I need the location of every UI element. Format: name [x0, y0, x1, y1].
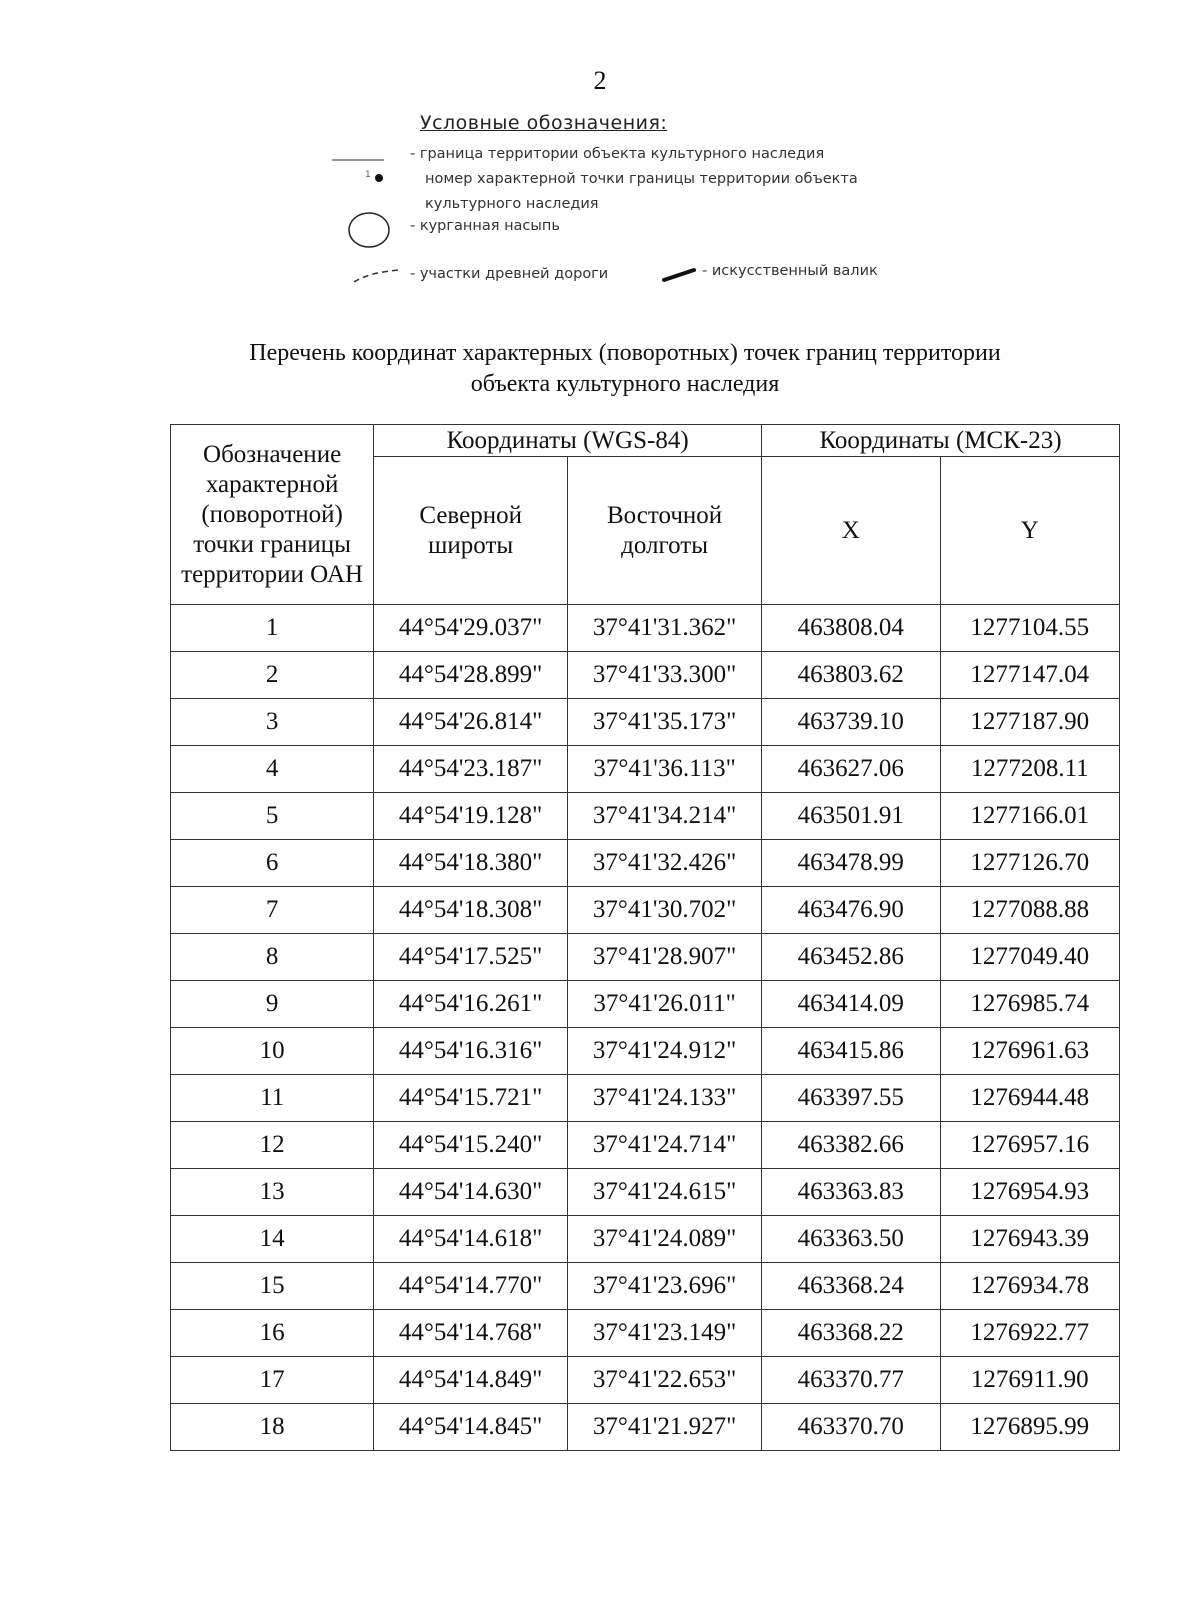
table-row — [171, 605, 1120, 652]
cell-longitude: 37°41'23.149" — [568, 1310, 762, 1357]
cell-point-number: 17 — [171, 1357, 374, 1404]
cell-longitude: 37°41'30.702" — [568, 887, 762, 934]
cell-latitude: 44°54'14.618" — [374, 1216, 568, 1263]
cell-latitude: 44°54'14.768" — [374, 1310, 568, 1357]
cell-x: 463370.70 — [762, 1404, 940, 1451]
cell-x: 463363.50 — [762, 1216, 940, 1263]
cell-latitude: 44°54'15.721" — [374, 1075, 568, 1122]
cell-longitude: 37°41'24.912" — [568, 1028, 762, 1075]
cell-longitude: 37°41'35.173" — [568, 699, 762, 746]
legend-boundary-label: - граница территории объекта культурного наследия — [410, 146, 825, 162]
cell-y: 1277104.55 — [940, 605, 1120, 652]
table-row — [171, 652, 1120, 699]
ancient-road-icon — [350, 262, 406, 286]
table-row — [171, 1122, 1120, 1169]
table-row — [171, 934, 1120, 981]
barrow-circle-icon — [345, 210, 395, 250]
table-row — [171, 1075, 1120, 1122]
table-row — [171, 1216, 1120, 1263]
cell-y: 1276895.99 — [940, 1404, 1120, 1451]
cell-x: 463414.09 — [762, 981, 940, 1028]
cell-latitude: 44°54'18.380" — [374, 840, 568, 887]
header-group-wgs84: Координаты (WGS-84) — [374, 425, 762, 457]
cell-y: 1277126.70 — [940, 840, 1120, 887]
header-x: X — [762, 457, 940, 605]
cell-point-number: 2 — [171, 652, 374, 699]
table-row — [171, 981, 1120, 1028]
cell-y: 1276961.63 — [940, 1028, 1120, 1075]
cell-longitude: 37°41'24.714" — [568, 1122, 762, 1169]
cell-x: 463803.62 — [762, 652, 940, 699]
page-number: 2 — [593, 66, 607, 95]
legend-barrow-label: - курганная насыпь — [410, 218, 560, 234]
coordinates-table — [170, 424, 1120, 1451]
cell-point-number: 9 — [171, 981, 374, 1028]
cell-point-number: 3 — [171, 699, 374, 746]
cell-y: 1277208.11 — [940, 746, 1120, 793]
table-row — [171, 746, 1120, 793]
header-y: Y — [940, 457, 1120, 605]
table-row — [171, 699, 1120, 746]
cell-longitude: 37°41'21.927" — [568, 1404, 762, 1451]
cell-latitude: 44°54'16.261" — [374, 981, 568, 1028]
table-row — [171, 1263, 1120, 1310]
cell-latitude: 44°54'14.630" — [374, 1169, 568, 1216]
cell-latitude: 44°54'18.308" — [374, 887, 568, 934]
cell-point-number: 7 — [171, 887, 374, 934]
cell-longitude: 37°41'24.089" — [568, 1216, 762, 1263]
point-number-icon — [365, 170, 395, 190]
cell-longitude: 37°41'26.011" — [568, 981, 762, 1028]
cell-y: 1277166.01 — [940, 793, 1120, 840]
cell-latitude: 44°54'28.899" — [374, 652, 568, 699]
cell-x: 463501.91 — [762, 793, 940, 840]
header-point-designation: Обозначение характерной (поворотной) точки границы территории ОАН — [171, 425, 374, 605]
cell-longitude: 37°41'22.653" — [568, 1357, 762, 1404]
cell-point-number: 12 — [171, 1122, 374, 1169]
cell-point-number: 18 — [171, 1404, 374, 1451]
document-title — [150, 338, 1100, 400]
cell-longitude: 37°41'23.696" — [568, 1263, 762, 1310]
legend-embankment-label: - искусственный валик — [702, 263, 878, 279]
cell-point-number: 15 — [171, 1263, 374, 1310]
cell-longitude: 37°41'31.362" — [568, 605, 762, 652]
point-number-symbol: 1 — [365, 170, 371, 180]
cell-y: 1276943.39 — [940, 1216, 1120, 1263]
cell-point-number: 14 — [171, 1216, 374, 1263]
cell-point-number: 1 — [171, 605, 374, 652]
header-group-msk23: Координаты (МСК-23) — [762, 425, 1120, 457]
cell-longitude: 37°41'33.300" — [568, 652, 762, 699]
cell-longitude: 37°41'34.214" — [568, 793, 762, 840]
cell-point-number: 6 — [171, 840, 374, 887]
legend-point-label-cont: культурного наследия — [425, 196, 599, 212]
cell-latitude: 44°54'15.240" — [374, 1122, 568, 1169]
cell-x: 463415.86 — [762, 1028, 940, 1075]
header-longitude: Восточной долготы — [568, 457, 762, 605]
header-latitude: Северной широты — [374, 457, 568, 605]
cell-y: 1277088.88 — [940, 887, 1120, 934]
cell-latitude: 44°54'14.845" — [374, 1404, 568, 1451]
cell-x: 463370.77 — [762, 1357, 940, 1404]
cell-latitude: 44°54'29.037" — [374, 605, 568, 652]
cell-latitude: 44°54'19.128" — [374, 793, 568, 840]
table-row — [171, 887, 1120, 934]
table-row — [171, 840, 1120, 887]
table-row — [171, 1310, 1120, 1357]
cell-y: 1277049.40 — [940, 934, 1120, 981]
table-row — [171, 793, 1120, 840]
cell-y: 1276922.77 — [940, 1310, 1120, 1357]
cell-x: 463808.04 — [762, 605, 940, 652]
table-row — [171, 1404, 1120, 1451]
document-title-line2: объекта культурного наследия — [470, 371, 780, 397]
cell-x: 463382.66 — [762, 1122, 940, 1169]
table-row — [171, 1357, 1120, 1404]
cell-point-number: 8 — [171, 934, 374, 981]
table-row — [171, 1028, 1120, 1075]
legend-road-label: - участки древней дороги — [410, 266, 609, 282]
boundary-line-icon — [330, 148, 386, 168]
cell-y: 1276934.78 — [940, 1263, 1120, 1310]
cell-x: 463397.55 — [762, 1075, 940, 1122]
cell-x: 463452.86 — [762, 934, 940, 981]
cell-x: 463476.90 — [762, 887, 940, 934]
cell-longitude: 37°41'32.426" — [568, 840, 762, 887]
cell-longitude: 37°41'24.615" — [568, 1169, 762, 1216]
legend-point-label: номер характерной точки границы территории объекта — [425, 171, 858, 187]
document-title-line1: Перечень координат характерных (поворотных) точек границ территории — [249, 340, 1001, 366]
cell-point-number: 10 — [171, 1028, 374, 1075]
cell-latitude: 44°54'16.316" — [374, 1028, 568, 1075]
cell-latitude: 44°54'14.770" — [374, 1263, 568, 1310]
cell-point-number: 13 — [171, 1169, 374, 1216]
cell-x: 463368.24 — [762, 1263, 940, 1310]
cell-point-number: 5 — [171, 793, 374, 840]
cell-latitude: 44°54'17.525" — [374, 934, 568, 981]
cell-longitude: 37°41'24.133" — [568, 1075, 762, 1122]
cell-y: 1276911.90 — [940, 1357, 1120, 1404]
legend-title: Условные обозначения: — [420, 112, 668, 134]
cell-y: 1276957.16 — [940, 1122, 1120, 1169]
cell-y: 1276954.93 — [940, 1169, 1120, 1216]
cell-y: 1276985.74 — [940, 981, 1120, 1028]
cell-y: 1277147.04 — [940, 652, 1120, 699]
cell-x: 463739.10 — [762, 699, 940, 746]
embankment-icon — [660, 262, 700, 286]
cell-longitude: 37°41'28.907" — [568, 934, 762, 981]
cell-x: 463363.83 — [762, 1169, 940, 1216]
table-row — [171, 1169, 1120, 1216]
cell-x: 463627.06 — [762, 746, 940, 793]
cell-x: 463478.99 — [762, 840, 940, 887]
cell-x: 463368.22 — [762, 1310, 940, 1357]
cell-latitude: 44°54'23.187" — [374, 746, 568, 793]
cell-latitude: 44°54'14.849" — [374, 1357, 568, 1404]
cell-y: 1277187.90 — [940, 699, 1120, 746]
cell-point-number: 16 — [171, 1310, 374, 1357]
cell-point-number: 11 — [171, 1075, 374, 1122]
cell-longitude: 37°41'36.113" — [568, 746, 762, 793]
cell-y: 1276944.48 — [940, 1075, 1120, 1122]
cell-point-number: 4 — [171, 746, 374, 793]
cell-latitude: 44°54'26.814" — [374, 699, 568, 746]
